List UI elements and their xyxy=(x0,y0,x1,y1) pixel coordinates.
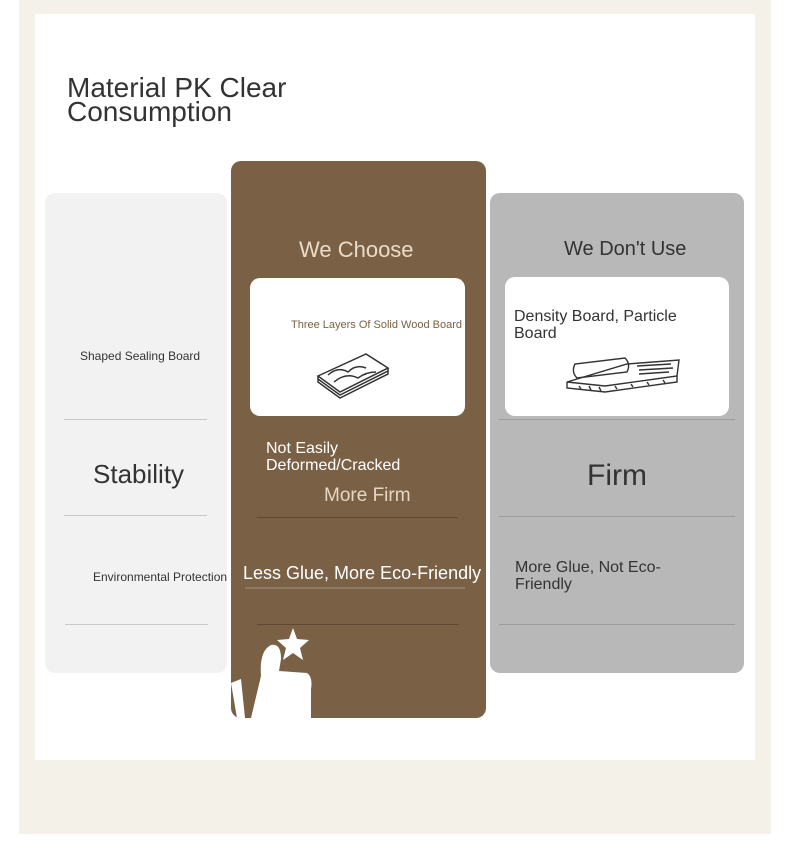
material-label: Density Board, Particle Board xyxy=(514,308,677,342)
material-label: Three Layers Of Solid Wood Board xyxy=(291,319,462,331)
feature-label-eco: Environmental Protection xyxy=(93,570,228,584)
divider xyxy=(257,517,458,518)
divider xyxy=(64,419,207,420)
feature-label-board: Shaped Sealing Board xyxy=(80,349,201,363)
layered-wood-board-icon xyxy=(314,350,390,402)
eco-benefit: Less Glue, More Eco-Friendly xyxy=(243,563,482,583)
divider xyxy=(257,624,459,625)
page-title: Material PK Clear Consumption xyxy=(67,72,287,127)
thumbs-up-star-icon xyxy=(231,621,331,718)
divider xyxy=(499,516,735,517)
divider xyxy=(65,624,208,625)
particle-board-icon xyxy=(565,356,681,396)
feature-label-stability: Stability xyxy=(93,459,185,489)
stability-drawback: Firm xyxy=(587,459,647,492)
divider xyxy=(245,587,465,589)
feature-column xyxy=(45,193,227,673)
divider xyxy=(499,624,735,625)
divider xyxy=(499,419,735,420)
we-dont-use-column xyxy=(490,193,744,673)
firmness-benefit: More Firm xyxy=(324,485,411,506)
divider xyxy=(64,515,207,516)
we-choose-header: We Choose xyxy=(299,237,414,262)
we-dont-use-header: We Don't Use xyxy=(564,238,687,260)
stability-benefit: Not Easily Deformed/Cracked xyxy=(266,440,401,474)
eco-drawback: More Glue, Not Eco-Friendly xyxy=(515,559,661,593)
